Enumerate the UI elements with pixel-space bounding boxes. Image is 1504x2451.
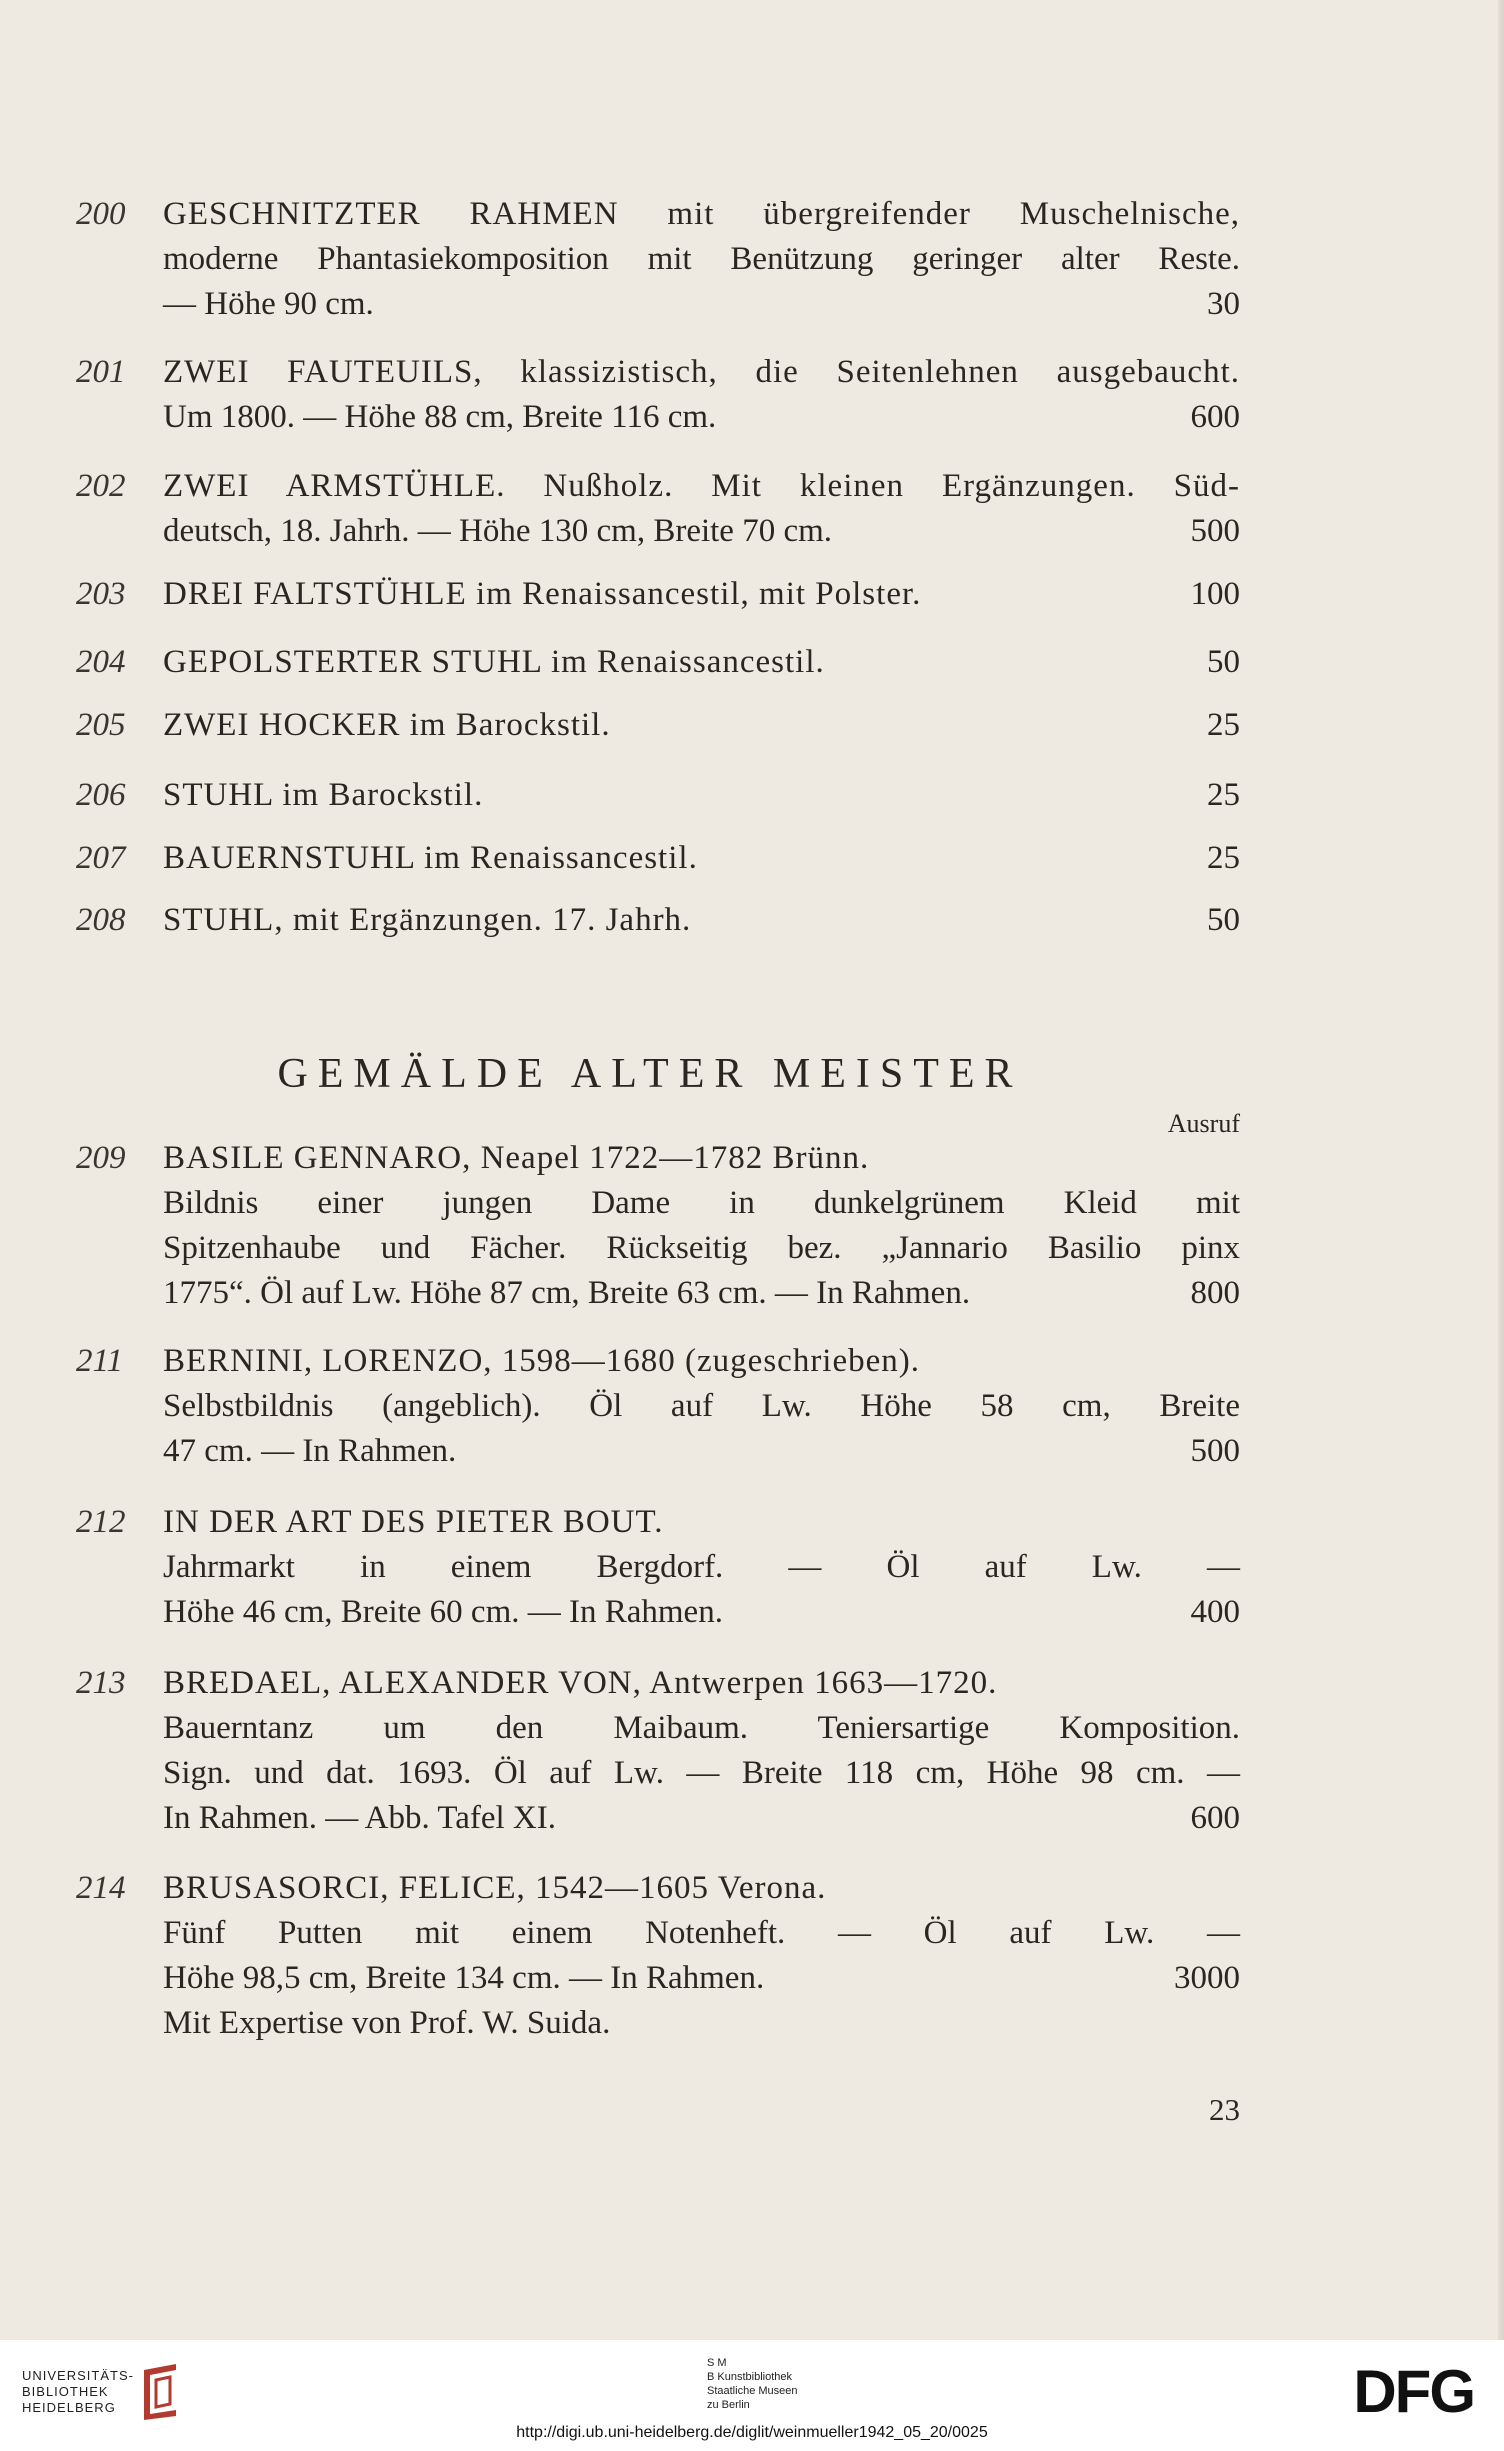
lot-number: 209: [76, 1140, 126, 1176]
painting-title-line: Bildnis einer jungen Dame in dunkelgrünem Kleid mit: [163, 1185, 1240, 1221]
smb-kunstbibliothek-logo[interactable]: [707, 2356, 798, 2412]
lot-title-line: GEPOLSTERTER STUHL im Renaissancestil.: [163, 644, 825, 680]
lot-description: [163, 640, 1240, 685]
lot-description: [163, 192, 1240, 327]
lot-number: 206: [76, 777, 126, 813]
logo-text-line: UNIVERSITÄTS-: [22, 2368, 134, 2383]
logo-text-line: zu Berlin: [707, 2399, 750, 2411]
painting-title-line: Fünf Putten mit einem Notenheft. — Öl auf Lw. —: [163, 1915, 1240, 1951]
lot-number: 204: [76, 644, 126, 680]
lot-description: [163, 836, 1240, 881]
lot-price: 50: [1207, 902, 1240, 938]
artist-line: IN DER ART DES PIETER BOUT.: [163, 1504, 664, 1540]
lot-description: [163, 898, 1240, 943]
lot-text-line: Spitzenhaube und Fächer. Rückseitig bez. „Jannario Basilio pinx: [163, 1230, 1240, 1266]
logo-text-line: BIBLIOTHEK: [22, 2384, 109, 2399]
lot-number: 202: [76, 468, 126, 504]
lot-number: 208: [76, 902, 126, 938]
lot-number: 207: [76, 840, 126, 876]
lot-price: 50: [1207, 644, 1240, 680]
painting-title-line: Jahrmarkt in einem Bergdorf. — Öl auf Lw. —: [163, 1549, 1240, 1585]
lot-text-line: 1775“. Öl auf Lw. Höhe 87 cm, Breite 63 cm. — In Rahmen.: [163, 1275, 971, 1311]
permalink-url[interactable]: http://digi.ub.uni-heidelberg.de/diglit/weinmueller1942_05_20/0025: [516, 2424, 988, 2441]
dfg-logo[interactable]: DFG: [1353, 2358, 1474, 2425]
lot-title-line: ZWEI FAUTEUILS, klassizistisch, die Seitenlehnen ausgebaucht.: [163, 354, 1240, 390]
lot-price: 25: [1207, 777, 1240, 813]
painting-title-line: Selbstbildnis (angeblich). Öl auf Lw. Höhe 58 cm, Breite: [163, 1388, 1240, 1424]
lot-number: 205: [76, 707, 126, 743]
lot-number: 213: [76, 1665, 126, 1701]
ub-logo-mark-icon: [136, 2362, 182, 2422]
lot-title-line: STUHL, mit Ergänzungen. 17. Jahrh.: [163, 902, 692, 938]
lot-description: [163, 773, 1240, 818]
lot-price: 400: [1190, 1594, 1240, 1630]
lot-title-line: ZWEI ARMSTÜHLE. Nußholz. Mit kleinen Ergänzungen. Süd-: [163, 468, 1240, 504]
lot-text-line: Um 1800. — Höhe 88 cm, Breite 116 cm.: [163, 399, 717, 435]
lot-text-line: Sign. und dat. 1693. Öl auf Lw. — Breite 118 cm, Höhe 98 cm. —: [163, 1755, 1240, 1791]
lot-description: [163, 1500, 1240, 1635]
lot-price: 500: [1190, 1433, 1240, 1469]
painting-title-line: Bauerntanz um den Maibaum. Teniersartige Komposition.: [163, 1710, 1240, 1746]
lot-text-line: Mit Expertise von Prof. W. Suida.: [163, 2005, 611, 2041]
lot-text-line: moderne Phantasiekomposition mit Benützung geringer alter Reste.: [163, 241, 1240, 277]
lot-description: [163, 572, 1240, 617]
lot-text-line: Höhe 46 cm, Breite 60 cm. — In Rahmen.: [163, 1594, 723, 1630]
lot-number: 211: [76, 1343, 124, 1379]
lot-number: 201: [76, 354, 126, 390]
logo-text-line: Staatliche Museen: [707, 2385, 798, 2397]
logo-text-line: HEIDELBERG: [22, 2400, 116, 2415]
lot-text-line: deutsch, 18. Jahrh. — Höhe 130 cm, Breite 70 cm.: [163, 513, 833, 549]
lot-text-line: Höhe 98,5 cm, Breite 134 cm. — In Rahmen.: [163, 1960, 765, 1996]
lot-price: 500: [1190, 513, 1240, 549]
lot-number: 214: [76, 1870, 126, 1906]
logo-text-line: B Kunstbibliothek: [707, 2371, 792, 2383]
viewer-footer: [0, 2340, 1504, 2451]
lot-title-line: ZWEI HOCKER im Barockstil.: [163, 707, 611, 743]
lot-number: 203: [76, 576, 126, 612]
artist-line: BERNINI, LORENZO, 1598—1680 (zugeschrieben).: [163, 1343, 921, 1379]
lot-price: 25: [1207, 840, 1240, 876]
ausruf-label: Ausruf: [1167, 1109, 1240, 1138]
lot-price: 100: [1190, 576, 1240, 612]
ub-heidelberg-logo[interactable]: [22, 2368, 134, 2416]
lot-price: 800: [1190, 1275, 1240, 1311]
lot-text-line: 47 cm. — In Rahmen.: [163, 1433, 457, 1469]
lot-description: [163, 1136, 1240, 1316]
artist-line: BASILE GENNARO, Neapel 1722—1782 Brünn.: [163, 1140, 870, 1176]
lot-title-line: STUHL im Barockstil.: [163, 777, 484, 813]
lot-description: [163, 703, 1240, 748]
section-heading: GEMÄLDE ALTER MEISTER: [277, 1051, 1023, 1097]
logo-text-line: S M: [707, 2357, 727, 2369]
artist-line: BREDAEL, ALEXANDER VON, Antwerpen 1663—1720.: [163, 1665, 998, 1701]
page-number: 23: [1209, 2092, 1240, 2127]
lot-description: [163, 464, 1240, 554]
lot-price: 600: [1190, 399, 1240, 435]
lot-description: [163, 1661, 1240, 1841]
lot-price: 3000: [1174, 1960, 1240, 1996]
lot-number: 212: [76, 1504, 126, 1540]
lot-number: 200: [76, 196, 126, 232]
lot-description: [163, 1866, 1240, 2046]
lot-price: 25: [1207, 707, 1240, 743]
lot-price: 30: [1207, 286, 1240, 322]
lot-title-line: DREI FALTSTÜHLE im Renaissancestil, mit Polster.: [163, 576, 922, 612]
lot-title-line: GESCHNITZTER RAHMEN mit übergreifender Muschelnische,: [163, 196, 1240, 232]
lot-text-line: In Rahmen. — Abb. Tafel XI.: [163, 1800, 557, 1836]
lot-price: 600: [1190, 1800, 1240, 1836]
lot-description: [163, 1339, 1240, 1474]
lot-title-line: BAUERNSTUHL im Renaissancestil.: [163, 840, 698, 876]
lot-description: [163, 350, 1240, 440]
lot-text-line: — Höhe 90 cm.: [163, 286, 374, 322]
artist-line: BRUSASORCI, FELICE, 1542—1605 Verona.: [163, 1870, 827, 1906]
